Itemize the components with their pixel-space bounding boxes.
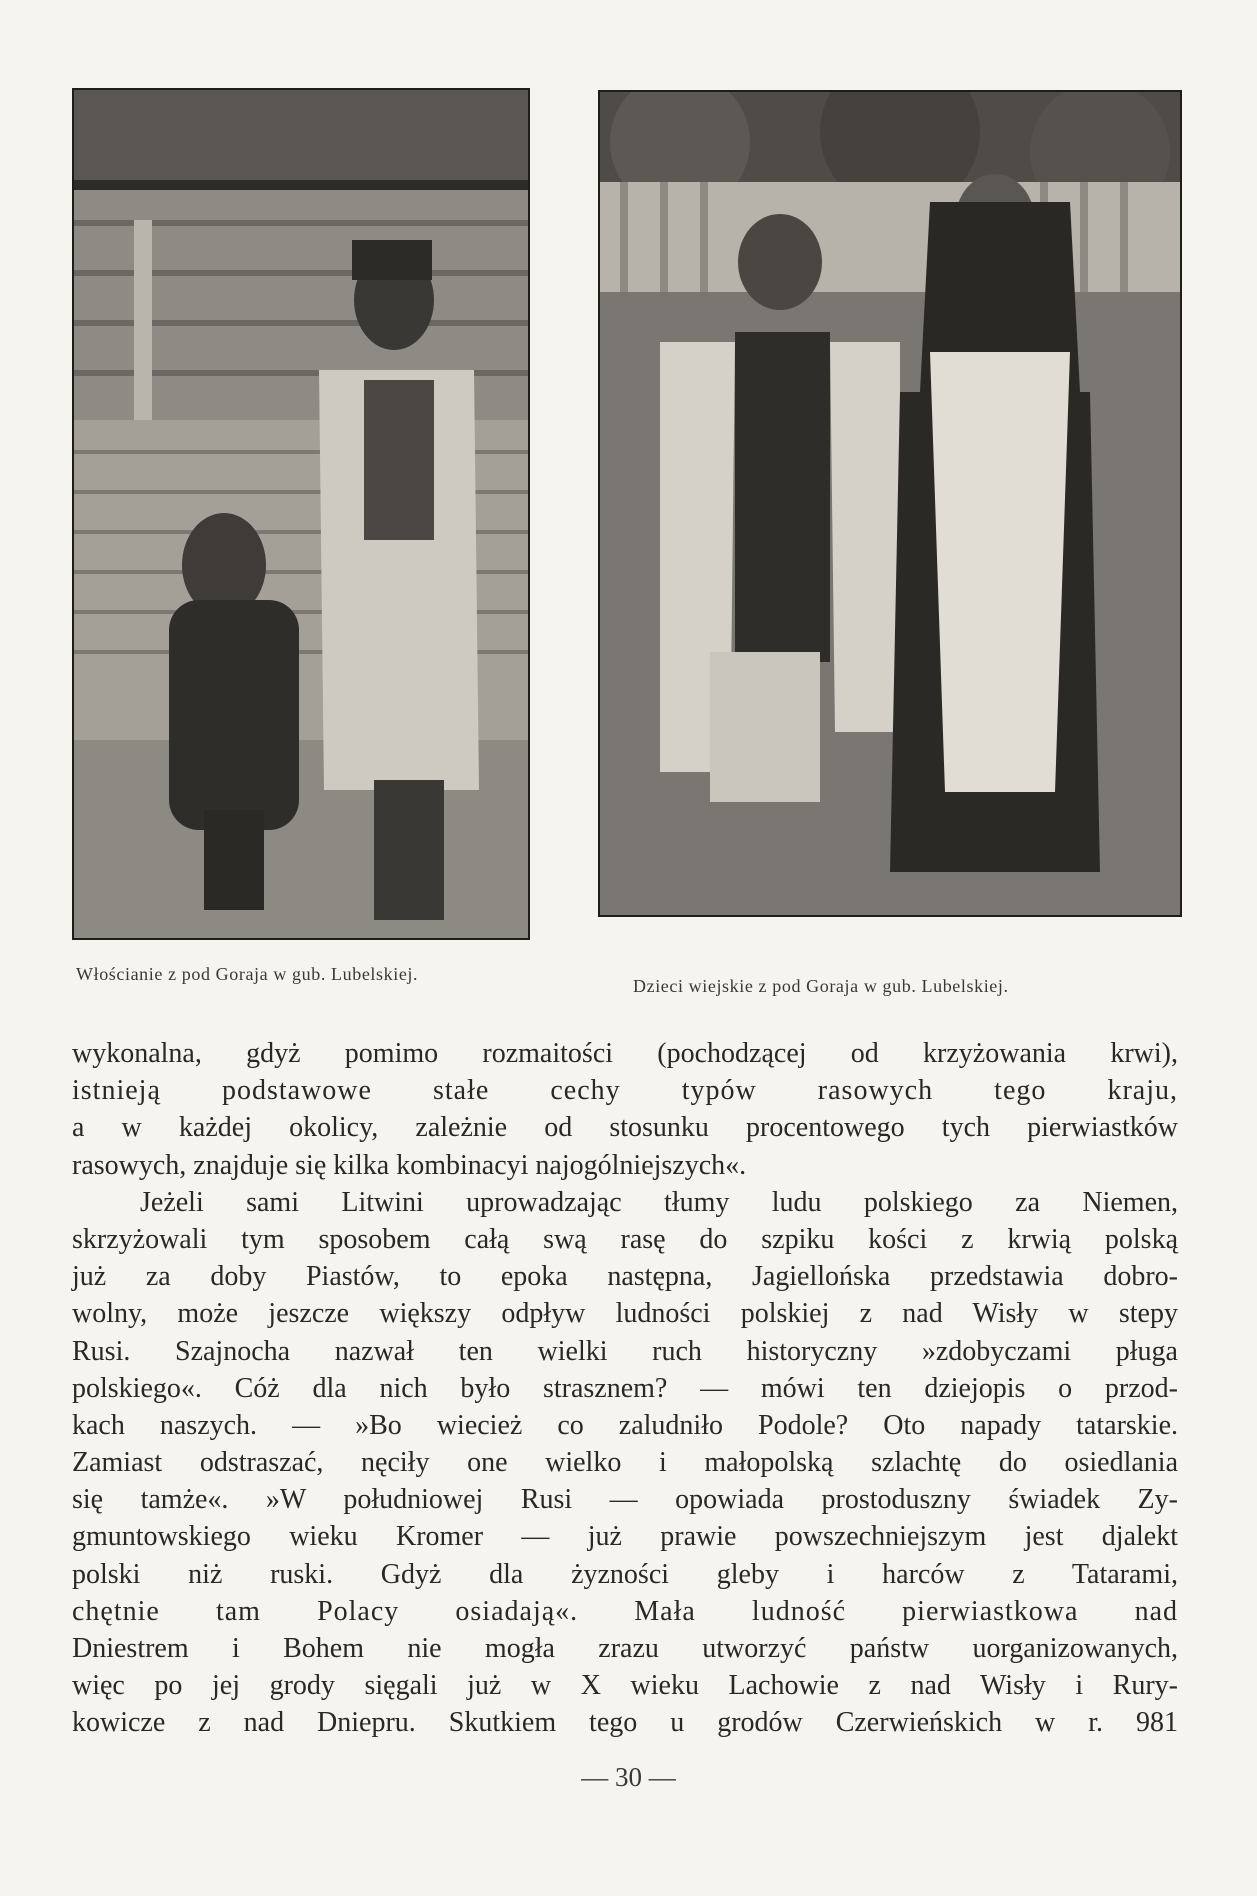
text-line: wolny, może jeszcze większy odpływ ludności polskiej z nad Wisły w stepy xyxy=(72,1298,1178,1330)
page-number: — 30 — xyxy=(581,1762,676,1792)
text-line: kowicze z nad Dniepru. Skutkiem tego u grodów Czerwieńskich w r. 981 xyxy=(72,1707,1178,1739)
text-line: rasowych, znajduje się kilka kombinacyi najogólniejszych«. xyxy=(72,1149,747,1181)
text-line: wykonalna, gdyż pomimo rozmaitości (pochodzącej od krzyżowania krwi), xyxy=(72,1038,1178,1069)
text-line: gmuntowskiego wieku Kromer — już prawie powszechniejszym jest djalekt xyxy=(72,1521,1178,1553)
text-line: Zamiast odstraszać, nęciły one wielko i małopolską szlachtę do osiedlania xyxy=(72,1447,1178,1479)
text-line: Dniestrem i Bohem nie mogła zrazu utworzyć państw uorganizowanych, xyxy=(72,1633,1178,1664)
text-line: polskiego«. Cóż dla nich było strasznem? — mówi ten dziejopis o przod- xyxy=(72,1372,1178,1404)
text-line: skrzyżowali tym sposobem całą swą rasę do szpiku kości z krwią polską xyxy=(72,1223,1178,1255)
photo-peasants-image xyxy=(74,90,528,938)
photo-village-children xyxy=(598,90,1182,917)
text-line: się tamże«. »W południowej Rusi — opowiada prostoduszny świadek Zy- xyxy=(72,1484,1178,1516)
photo-village-children-image xyxy=(600,92,1180,915)
text-line: chętnie tam Polacy osiadają«. Mała ludność pierwiastkowa nad xyxy=(72,1595,1178,1627)
text-line: Jeżeli sami Litwini uprowadzając tłumy ludu polskiego za Niemen, xyxy=(140,1186,1178,1218)
text-line: istnieją podstawowe stałe cechy typów rasowych tego kraju, xyxy=(72,1075,1178,1107)
figure-caption-left: Włościanie z pod Goraja w gub. Lubelskiej. xyxy=(76,964,419,984)
text-line: polski niż ruski. Gdyż dla żyzności gleby i harców z Tatarami, xyxy=(72,1558,1178,1590)
body-text xyxy=(72,1035,1178,1742)
text-line: już za doby Piastów, to epoka następna, Jagiellońska przedstawia dobro- xyxy=(72,1261,1178,1293)
text-line: więc po jej grody sięgali już w X wieku Lachowie z nad Wisły i Rury- xyxy=(72,1670,1178,1702)
text-line: a w każdej okolicy, zależnie od stosunku procentowego tych pierwiastków xyxy=(72,1112,1178,1144)
photo-peasants xyxy=(72,88,530,940)
text-line: kach naszych. — »Bo wiecież co zaludniło Podole? Oto napady tatarskie. xyxy=(72,1409,1178,1441)
text-line: Rusi. Szajnocha nazwał ten wielki ruch historyczny »zdobyczami pługa xyxy=(72,1335,1178,1367)
figure-caption-right: Dzieci wiejskie z pod Goraja w gub. Lubelskiej. xyxy=(633,976,1009,996)
